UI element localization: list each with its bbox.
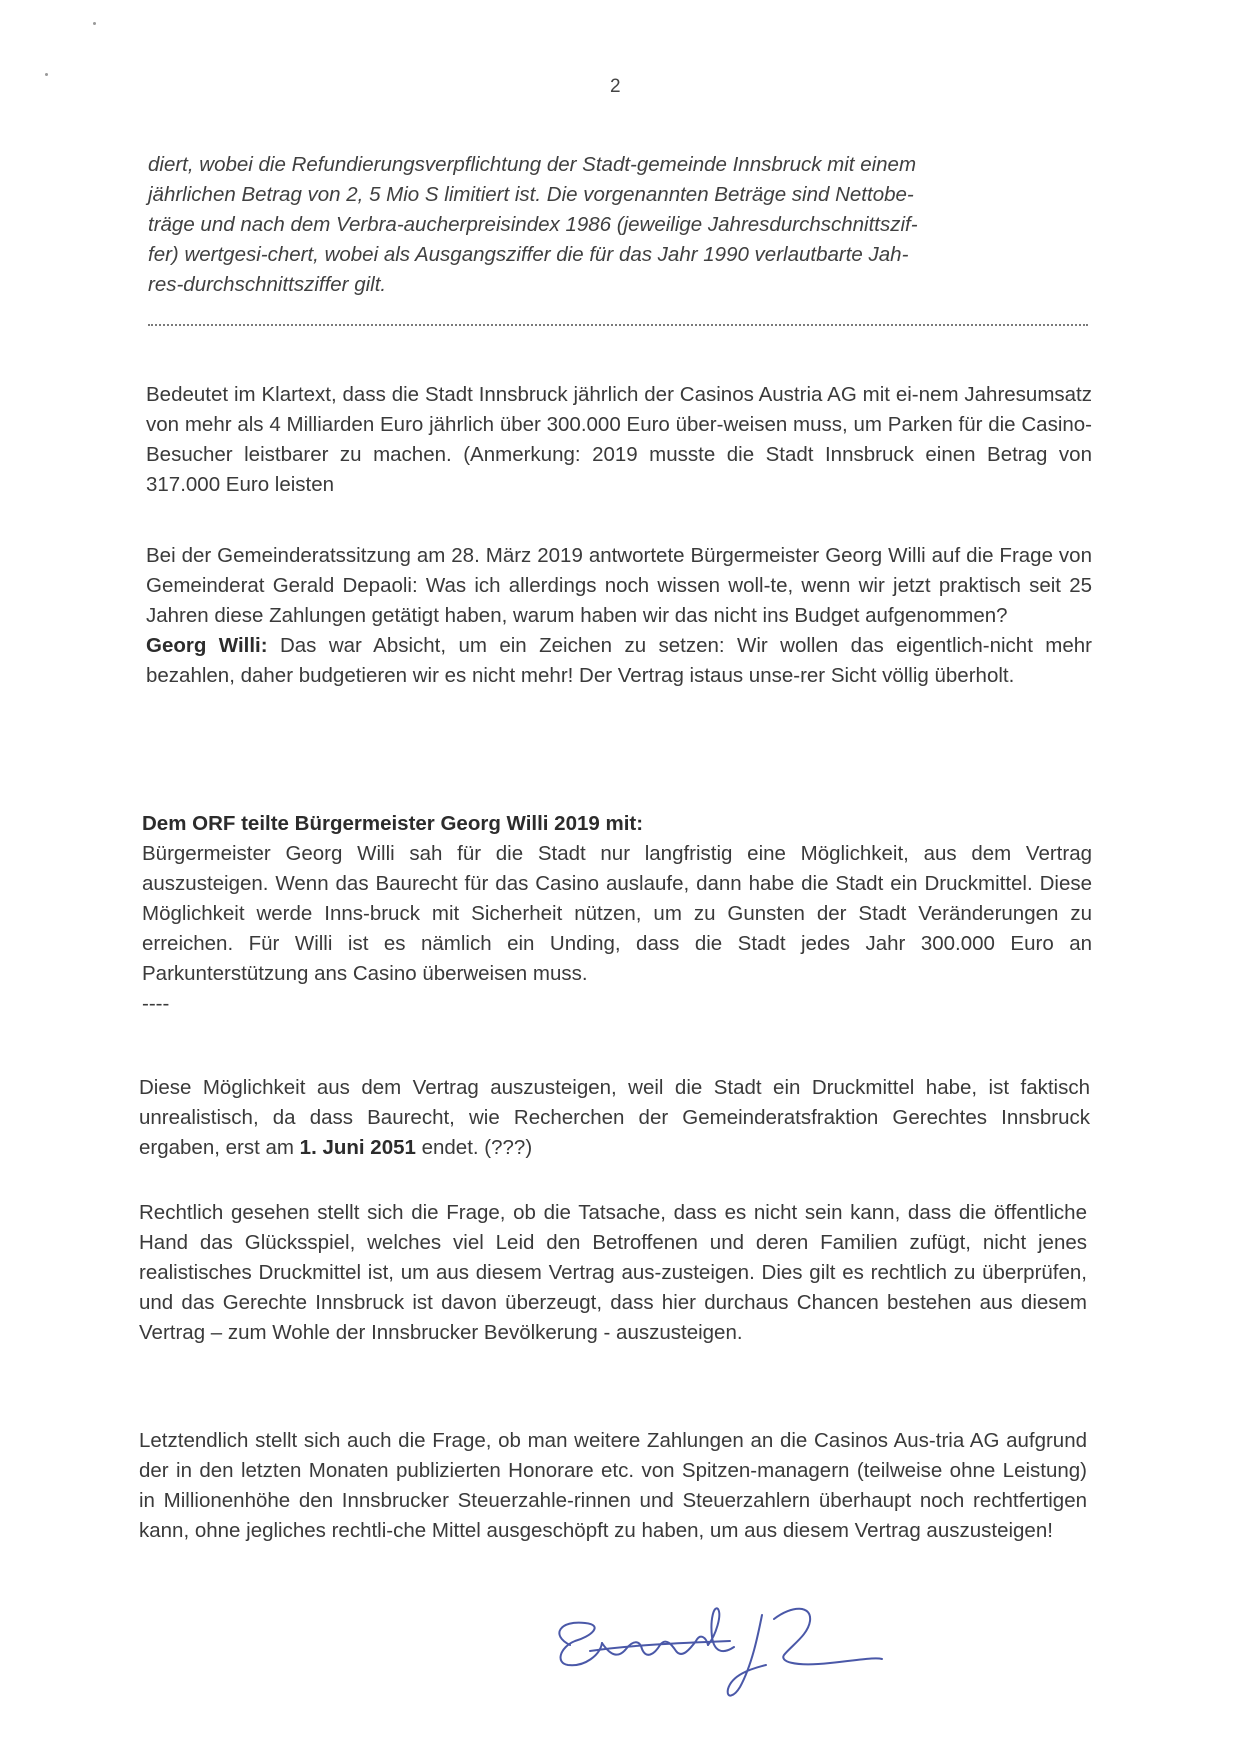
end-date: 1. Juni 2051 — [299, 1136, 416, 1159]
quote-line: diert, wobei die Refundierungsverpflichtung der Stadt-gemeinde Innsbruck mit einem — [148, 153, 917, 176]
paragraph-rechtlich — [139, 1198, 1087, 1348]
quote-line: fer) wertgesi-chert, wobei als Ausgangsziffer die für das Jahr 1990 verlautbarte Jah- — [148, 243, 909, 266]
paragraph-klartext — [146, 380, 1092, 500]
paragraph-text: Bürgermeister Georg Willi sah für die Stadt nur langfristig eine Möglichkeit, aus dem Vertrag auszusteigen. Wenn das Baurecht für das Casino auslaufe, dann habe die Stadt ein Druckmittel. Diese Möglichkeit werde Inns-bruck mit Sicherheit nützen, um zu Gunsten der Stadt Veränderungen zu erreichen. Für Willi ist es nämlich ein Unding, dass die Stadt jedes Jahr 300.000 Euro an Parkunterstützung ans Casino überweisen muss. — [142, 842, 1092, 985]
paragraph-text: Bedeutet im Klartext, dass die Stadt Innsbruck jährlich der Casinos Austria AG mit ei-nem Jahresumsatz von mehr als 4 Milliarden Euro jährlich über 300.000 Euro über-weisen muss, um Parken für die Casino-Besucher leistbarer zu machen. (Anmerkung: 2019 musste die Stadt Innsbruck einen Betrag von 317.000 Euro leisten — [146, 383, 1092, 496]
paragraph-text: Rechtlich gesehen stellt sich die Frage, ob die Tatsache, dass es nicht sein kann, dass die öffentliche Hand das Glücksspiel, welches viel Leid den Betroffenen und deren Familien zufügt, nicht jenes realistisches Druckmittel ist, um aus diesem Vertrag aus-zusteigen. Dies gilt es rechtlich zu überprüfen, und das Gerechte Innsbruck ist davon überzeugt, dass hier durchaus Chancen bestehen aus diesem Vertrag – zum Wohle der Innsbrucker Bevölkerung - auszusteigen. — [139, 1201, 1087, 1344]
paragraph-letztendlich — [139, 1426, 1087, 1546]
speaker-name: Georg Willi: — [146, 634, 268, 657]
paragraph-text — [139, 1073, 1090, 1163]
paragraph-gemeinderatssitzung — [146, 541, 1092, 691]
answer-text: Das war Absicht, um ein Zeichen zu setzen: Wir wollen das eigentlich-nicht mehr bezahlen, daher budgetieren wir es nicht mehr! Der Vertrag istaus unse-rer Sicht völlig überholt. — [146, 634, 1092, 687]
page-number: 2 — [610, 76, 621, 97]
dash-separator: ---- — [142, 992, 170, 1015]
text-run: Diese Möglichkeit aus dem Vertrag auszusteigen, weil die Stadt ein Druckmittel habe, ist faktisch unrealistisch, da dass Baurecht, wie Recherchen der Gemeinderatsfraktion Gerechtes Innsbruck ergaben, erst am — [139, 1076, 1090, 1159]
scan-speck — [93, 22, 96, 25]
section-heading: Dem ORF teilte Bürgermeister Georg Willi 2019 mit: — [142, 812, 644, 835]
quote-line: res-durchschnittsziffer gilt. — [148, 273, 387, 296]
paragraph-text: Bei der Gemeinderatssitzung am 28. März 2019 antwortete Bürgermeister Georg Willi auf die Frage von Gemeinderat Gerald Depaoli: Was ich allerdings noch wissen woll-te, wenn wir jetzt praktisch seit 25 Jahren diese Zahlungen getätigt haben, warum haben wir das nicht ins Budget aufgenommen? — [146, 544, 1092, 627]
quote-line: träge und nach dem Verbra-aucherpreisindex 1986 (jeweilige Jahresdurchschnittszif- — [148, 213, 918, 236]
quoted-contract-text — [148, 150, 1096, 300]
speaker-answer — [146, 631, 1092, 691]
paragraph-text: Letztendlich stellt sich auch die Frage, ob man weitere Zahlungen an die Casinos Aus-tria AG aufgrund der in den letzten Monaten publizierten Honorare etc. von Spitzen-managern (teilweise ohne Leistung) in Millionenhöhe den Innsbrucker Steuerzahle-rinnen und Steuerzahlern überhaupt noch rechtfertigen kann, ohne jegliches rechtli-che Mittel ausgeschöpft zu haben, um aus diesem Vertrag auszusteigen! — [139, 1429, 1087, 1542]
text-run: endet. (???) — [415, 1136, 533, 1159]
paragraph-baurecht — [139, 1073, 1090, 1163]
handwritten-signature — [530, 1575, 910, 1715]
paragraph-orf — [142, 809, 1092, 1019]
dotted-divider — [148, 322, 1088, 326]
quote-line: jährlichen Betrag von 2, 5 Mio S limitiert ist. Die vorgenannten Beträge sind Nettobe- — [148, 183, 914, 206]
scan-speck — [45, 73, 48, 76]
